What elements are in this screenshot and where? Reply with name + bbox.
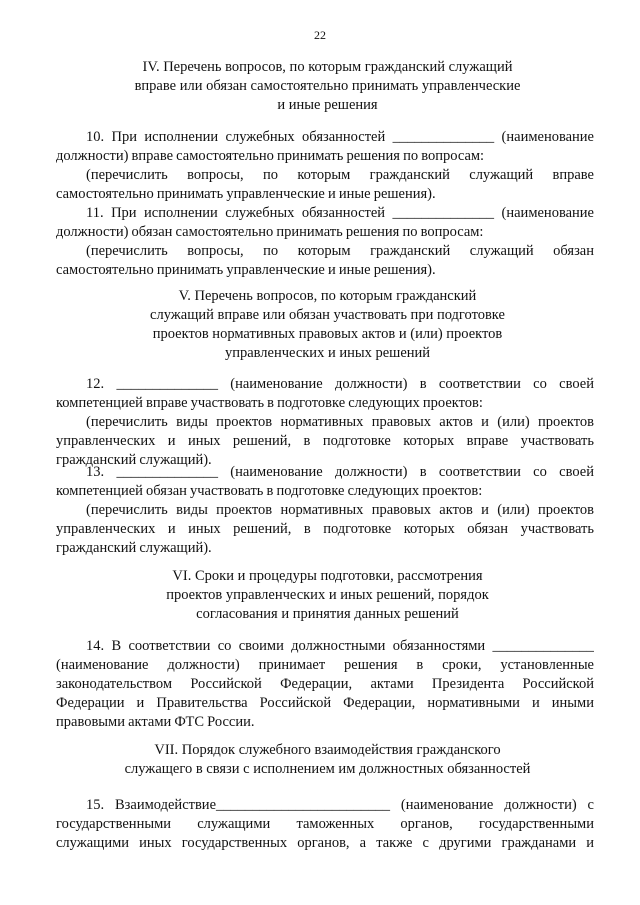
text-line: (перечислить виды проектов нормативных правовых актов и (или) проектов [86,502,594,518]
text-line: Федерации и Правительства Российской Федерации, нормативными и иными [56,695,594,711]
paragraph-15 [56,796,594,853]
heading-line: управленческих и иных решений [224,345,431,361]
heading-line: проектов нормативных правовых актов и (или) проектов [152,326,503,342]
heading-line: служащего в связи с исполнением им должностных обязанностей [124,761,531,777]
text-line: правовыми актами ФТС России. [56,714,255,730]
text-line: (наименование должности) принимает решения в сроки, установленные [56,657,594,673]
paragraph-12 [56,375,594,470]
text-line: служащими иных государственных органов, а также с другими гражданами и [56,835,594,851]
text-line: самостоятельно принимать управленческие и иные решения). [56,186,436,202]
text-line: 11. При исполнении служебных обязанностей ______________ (наименование [86,205,594,221]
paragraph-11 [56,204,594,280]
heading-line: и иные решения [277,97,378,113]
text-line: государственными служащими таможенных органов, государственными [56,816,594,832]
text-line: (перечислить вопросы, по которым гражданский служащий вправе [86,167,594,183]
text-line: законодательством Российской Федерации, актами Президента Российской [56,676,594,692]
heading-line: служащий вправе или обязан участвовать при подготовке [150,307,505,323]
text-line: 15. Взаимодействие________________________ (наименование должности) с [86,797,594,813]
text-line: 14. В соответствии со своими должностными обязанностями ______________ [86,638,594,654]
heading-line: V. Перечень вопросов, по которым гражданский [178,288,477,304]
heading-line: проектов управленческих и иных решений, порядок [166,587,489,603]
heading-line: вправе или обязан самостоятельно принимать управленческие [134,78,521,94]
text-line: управленческих и иных решений, в подготовке которых вправе участвовать [56,433,594,449]
heading-line: согласования и принятия данных решений [196,606,459,622]
text-line: компетенцией обязан участвовать в подготовке следующих проектов: [56,483,483,499]
text-line: (перечислить вопросы, по которым гражданский служащий обязан [86,243,594,259]
section-vi-heading [70,567,585,624]
heading-line: IV. Перечень вопросов, по которым гражданский служащий [142,59,513,75]
heading-line: VII. Порядок служебного взаимодействия гражданского [154,742,501,758]
heading-line: VI. Сроки и процедуры подготовки, рассмотрения [172,568,483,584]
text-line: гражданский служащий). [56,452,212,468]
text-line: должности) вправе самостоятельно принимать решения по вопросам: [56,148,485,164]
text-line: (перечислить виды проектов нормативных правовых актов и (или) проектов [86,414,594,430]
text-line: 12. ______________ (наименование должности) в соответствии со своей [86,376,594,392]
section-v-heading [70,287,585,363]
text-line: самостоятельно принимать управленческие и иные решения). [56,262,436,278]
paragraph-13 [56,463,594,558]
section-iv-heading [70,58,585,115]
page-number: 22 [314,28,326,42]
text-line: должности) обязан самостоятельно принимать решения по вопросам: [56,224,484,240]
text-line: 10. При исполнении служебных обязанностей ______________ (наименование [86,129,594,145]
text-line: компетенцией вправе участвовать в подготовке следующих проектов: [56,395,483,411]
paragraph-14 [56,637,594,732]
section-vii-heading [70,741,585,779]
text-line: управленческих и иных решений, в подготовке которых обязан участвовать [56,521,594,537]
text-line: гражданский служащий). [56,540,212,556]
paragraph-10 [56,128,594,204]
text-line: 13. ______________ (наименование должности) в соответствии со своей [86,464,594,480]
